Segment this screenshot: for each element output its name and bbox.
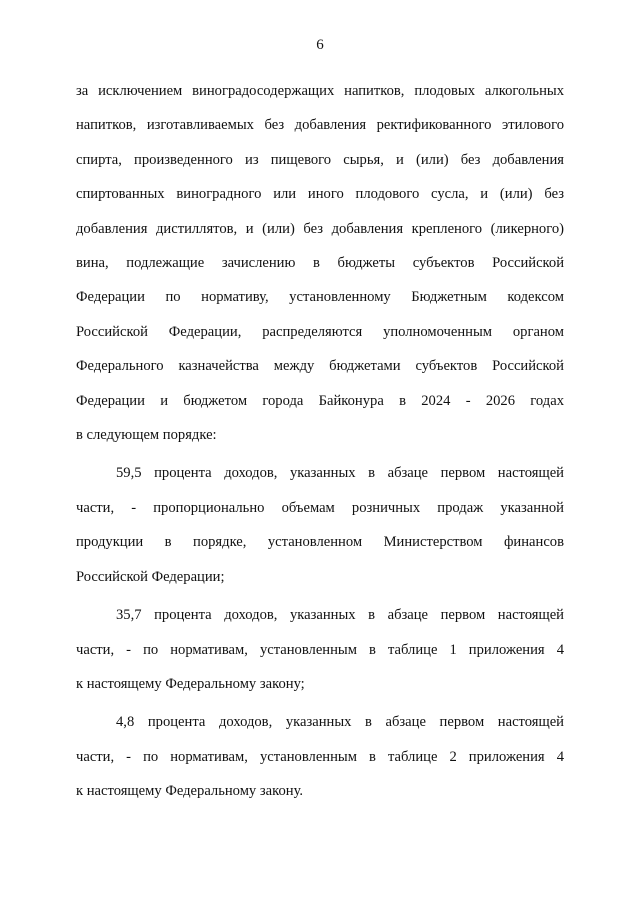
paragraph-35-7-percent [76,598,564,701]
text-line: Федерации по нормативу, установленному Бюджетным кодексом [76,289,564,306]
text-line: Российской Федерации, распределяются уполномоченным органом [76,323,564,340]
text-line: к настоящему Федеральному закону. [76,783,304,800]
text-line: вина, подлежащие зачислению в бюджеты субъектов Российской [76,255,564,272]
text-line: части, - по нормативам, установленным в таблице 2 приложения 4 [76,748,564,765]
text-line: напитков, изготавливаемых без добавления ректификованного этилового [76,117,564,134]
page-number: 6 [316,37,324,53]
text-line: продукции в порядке, установленном Министерством финансов [76,534,564,551]
text-line: добавления дистиллятов, и (или) без добавления крепленого (ликерного) [76,220,564,237]
paragraph-4-8-percent [76,705,564,808]
text-line: спиртованных виноградного или иного плодового сусла, и (или) без [76,186,564,203]
text-line: части, - по нормативам, установленным в таблице 1 приложения 4 [76,641,564,658]
text-line: к настоящему Федеральному закону; [76,675,305,692]
text-line: части, - пропорционально объемам розничных продаж указанной [76,499,564,516]
text-line: в следующем порядке: [76,427,217,444]
text-line: спирта, произведенного из пищевого сырья, и (или) без добавления [76,151,564,168]
text-line: Федерации и бюджетом города Байконура в 2024 - 2026 годах [76,392,564,409]
text-line: за исключением виноградосодержащих напитков, плодовых алкогольных [76,83,564,99]
text-line: Федерального казначейства между бюджетами субъектов Российской [76,358,564,375]
text-line: 35,7 процента доходов, указанных в абзаце первом настоящей [116,607,564,624]
text-line: 4,8 процента доходов, указанных в абзаце первом настоящей [116,714,564,731]
text-line: Российской Федерации; [76,568,225,585]
text-line: 59,5 процента доходов, указанных в абзаце первом настоящей [116,465,564,482]
paragraph-intro [76,74,564,452]
document-body [76,74,564,809]
paragraph-59-5-percent [76,456,564,594]
